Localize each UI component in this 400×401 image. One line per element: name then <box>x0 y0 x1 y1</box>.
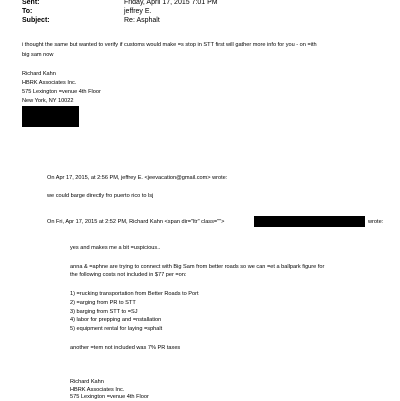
signature-address-2: New York, NY 10022 <box>22 98 74 104</box>
signature-address-1: 575 Lexington =venue 4th Floor <box>70 394 149 400</box>
to-value: jeffrey E. <box>124 8 152 15</box>
quote-1-text: we could barge directly fro puerto rico to lsj <box>47 193 154 199</box>
signature-company: HBRK Associates Inc. <box>70 387 125 393</box>
list-item: 5) equipment rental for laying =sphalt <box>70 326 163 332</box>
signature-address-1: 575 Lexington =venue 4th Floor <box>22 89 101 95</box>
quote-2-header-start: On Fri, Apr 17, 2015 at 2:52 PM, Richard Kahn <span dir="ltr" class=""> <box>47 219 225 225</box>
quote-2-header-end: wrote: <box>368 219 384 225</box>
redaction-box <box>22 106 79 127</box>
quote-1-header: On Apr 17, 2015, at 2:56 PM, jeffrey E. <jeevacation@gmail.com> wrote: <box>47 175 228 181</box>
body-line-1: i thought the same but wanted to verify if customs would make =s stop in STT first will gather more info for you - on =ith <box>22 42 317 48</box>
quote-2-text: yes and makes me a bit =uspicious.. <box>70 245 161 251</box>
sent-label: Sent: <box>22 0 40 6</box>
list-item: 1) =rucking transportation from Better Roads to Port <box>70 291 199 297</box>
list-item: 3) barging from STT to =SJ <box>70 309 138 315</box>
signature-name: Richard Kahn <box>70 379 104 385</box>
body-line-2: big sam now <box>22 52 54 58</box>
para-line-1: anna & =aphne are trying to connect with Big Sam from better roads so we can =et a ballpark figure for <box>70 264 325 270</box>
to-label: To: <box>22 8 33 15</box>
signature-name: Richard Kahn <box>22 71 56 77</box>
list-item: 4) labor for prepping and =nstallation <box>70 317 162 323</box>
sent-value: Friday, April 17, 2015 7:01 PM <box>124 0 218 6</box>
subject-value: Re: Asphalt <box>124 17 160 24</box>
para-line-2: the following costs not included in $77 per =on: <box>70 272 187 278</box>
note-line: another =tem not included was 7% PR taxes <box>70 345 181 351</box>
list-item: 2) =arging from PR to STT <box>70 300 136 306</box>
redaction-box <box>254 216 365 227</box>
signature-company: HBRK Associates Inc. <box>22 80 77 86</box>
subject-label: Subject: <box>22 17 50 24</box>
